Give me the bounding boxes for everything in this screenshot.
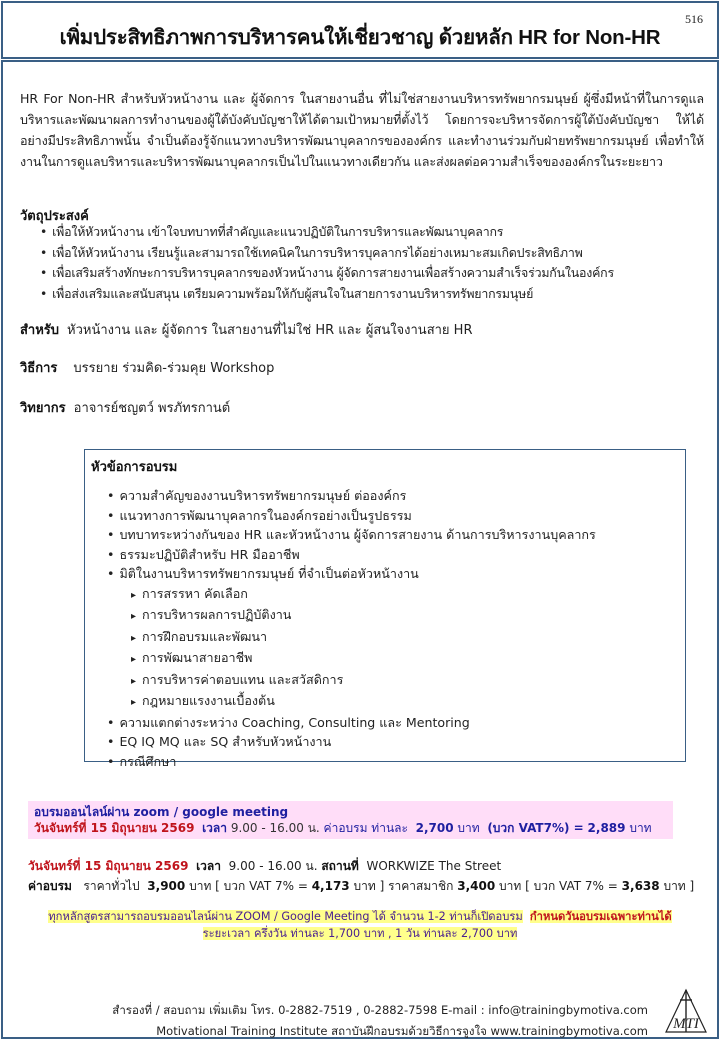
online-time-label: เวลา [202, 821, 228, 835]
member-price: 3,400 [457, 879, 496, 893]
topic-item [107, 564, 596, 713]
footer-contact [112, 1000, 648, 1040]
topic-subitem: ▸ กฎหมายแรงงานเบื้องต้น [131, 691, 596, 713]
onsite-time: 9.00 - 16.00 น. [228, 859, 318, 873]
topic-item: • แนวทางการพัฒนาบุคลากรในองค์กรอย่างเป็นรูปธรรม [107, 506, 596, 526]
topics-list [107, 486, 596, 771]
topics-heading: หัวข้อการอบรม [91, 460, 178, 475]
speaker-value: อาจารย์ชญตว์ พรภัทรกานต์ [73, 401, 231, 416]
online-heading: อบรมออนไลน์ผ่าน zoom / google meeting [34, 805, 289, 819]
onsite-line2 [28, 876, 694, 896]
online-total: 2,889 [587, 821, 626, 835]
method-value: บรรยาย ร่วมคิด-ร่วมคุย Workshop [73, 361, 275, 376]
contact-line: สำรองที่ / สอบถาม เพิ่มเติม โทร. 0-2882-7519 , 0-2882-7598 E-mail : info@trainingbymotiva.com [112, 1003, 648, 1017]
topic-subitem: ▸ การบริหารผลการปฏิบัติงาน [131, 605, 596, 627]
objectives-heading: วัตถุประสงค์ [20, 209, 89, 224]
target-value: หัวหน้างาน และ ผู้จัดการ ในสายงานที่ไม่ใช่ HR และ ผู้สนใจงานสาย HR [67, 323, 473, 338]
svg-text:MTI: MTI [673, 1016, 699, 1032]
note-line2 [20, 925, 700, 942]
onsite-line1 [28, 856, 694, 876]
method-row [20, 357, 274, 378]
general-label: ราคาทั่วไป [83, 879, 140, 893]
onsite-venue: WORKWIZE The Street [366, 859, 502, 873]
online-time: 9.00 - 16.00 น. [230, 821, 320, 835]
intro-paragraph: HR For Non-HR สำหรับหัวหน้างาน และ ผู้จัดการ ในสายงานอื่น ที่ไม่ใช่สายงานบริหารทรัพยากรมนุษย์ ผู้ซึ่งมีหน้าที่ในการดูแลบริหารและพัฒนาผลการทำงานของผู้ใต้บังคับบัญชาให้ได้ตามเป้าหมายที่ตั้งไว้ โดยการจะบริหารจัดการผู้ใต้บังคับบัญชา ให้ได้อย่างมีประสิทธิภาพนั้น จำเป็นต้องรู้จักแนวทางบริหารพัฒนาบุคลากรขององค์กร และทำงานร่วมกับฝ่ายทรัพยากรมนุษย์ เพื่อทำให้งานในการดูแลบริหารและบริหารพัฒนาบุคลากรเป็นไปในแนวทางเดียวกัน และส่งผลต่อความสำเร็จขององค์กรในระยะยาว [20, 91, 704, 169]
online-currency2: บาท [629, 821, 652, 835]
online-details [34, 820, 667, 836]
onsite-date: วันจันทร์ที่ 15 มิถุนายน 2569 [28, 859, 189, 873]
topic-sublist [107, 584, 596, 713]
general-vat-open: บาท [ บวก VAT 7% = [189, 879, 308, 893]
topic-item: • EQ IQ MQ และ SQ สำหรับหัวหน้างาน [107, 732, 596, 752]
general-total: 4,173 [311, 879, 350, 893]
online-date: วันจันทร์ที่ 15 มิถุนายน 2569 [34, 821, 195, 835]
topic-item: • กรณีศึกษา [107, 752, 596, 772]
online-vat-label: (บวก VAT7%) = [487, 821, 584, 835]
page-number: 516 [685, 12, 703, 26]
speaker-label: วิทยากร [20, 401, 66, 416]
objectives-list [40, 222, 700, 304]
topics-box [84, 449, 686, 769]
topic-subitem: ▸ การบริหารค่าตอบแทน และสวัสดิการ [131, 670, 596, 692]
objective-item: • เพื่อให้หัวหน้างาน เข้าใจบทบาทที่สำคัญและแนวปฏิบัติในการบริหารและพัฒนาบุคลากร [40, 222, 700, 243]
note-duration: ระยะเวลา ครึ่งวัน ท่านละ 1,700 บาท , 1 วัน ท่านละ 2,700 บาท [202, 927, 518, 940]
mti-logo-icon [664, 988, 708, 1034]
online-fee: 2,700 [415, 821, 454, 835]
topic-item: • ความแตกต่างระหว่าง Coaching, Consulting และ Mentoring [107, 713, 596, 733]
onsite-training [28, 856, 694, 896]
general-vat-close: บาท ] ราคาสมาชิก [353, 879, 454, 893]
page-title: เพิ่มประสิทธิภาพการบริหารคนให้เชี่ยวชาญ ด้วยหลัก HR for Non-HR [59, 26, 661, 49]
topic-subitem: ▸ การพัฒนาสายอาชีพ [131, 648, 596, 670]
note-text: ทุกหลักสูตรสามารถอบรมออนไลน์ผ่าน ZOOM / Google Meeting ได้ จำนวน 1-2 ท่านก็เปิดอบรม [48, 910, 523, 923]
note-line1 [20, 908, 700, 925]
objective-item: • เพื่อให้หัวหน้างาน เรียนรู้และสามารถใช้เทคนิคในการบริหารบุคลากรได้อย่างเหมาะสมเกิดประสิทธิภาพ [40, 243, 700, 264]
topic-subitem: ▸ การสรรหา คัดเลือก [131, 584, 596, 606]
member-vat-close: บาท ] [663, 879, 695, 893]
topic-subitem: ▸ การฝึกอบรมและพัฒนา [131, 627, 596, 649]
online-training-box [28, 801, 673, 839]
online-currency: บาท [457, 821, 480, 835]
objective-item: • เพื่อเสริมสร้างทักษะการบริหารบุคลากรของหัวหน้างาน ผู้จัดการสายงานเพื่อสร้างความสำเร็จร่วมกันในองค์กร [40, 263, 700, 284]
onsite-fee-label: ค่าอบรม [28, 879, 72, 893]
target-label: สำหรับ [20, 323, 60, 338]
online-fee-label: ค่าอบรม ท่านละ [323, 821, 408, 835]
institute-line: Motivational Training Institute สถาบันฝึกอบรมด้วยวิธีการจูงใจ www.trainingbymotiva.com [156, 1024, 648, 1038]
online-note [20, 908, 700, 942]
general-price: 3,900 [147, 879, 186, 893]
topic-item: • ความสำคัญของงานบริหารทรัพยากรมนุษย์ ต่อองค์กร [107, 486, 596, 506]
topic-item: • บทบาทระหว่างกันของ HR และหัวหน้างาน ผู้จัดการสายงาน ด้านการบริหารงานบุคลากร [107, 525, 596, 545]
onsite-venue-label: สถานที่ [321, 859, 359, 873]
member-vat-open: บาท [ บวก VAT 7% = [499, 879, 618, 893]
title-frame [1, 1, 719, 59]
note-highlight: กำหนดวันอบรมเฉพาะท่านได้ [529, 910, 672, 923]
target-row [20, 319, 473, 340]
method-label: วิธีการ [20, 361, 58, 376]
member-total: 3,638 [621, 879, 660, 893]
speaker-row [20, 397, 230, 418]
topic-item: • ธรรมะปฏิบัติสำหรับ HR มืออาชีพ [107, 545, 596, 565]
objective-item: • เพื่อส่งเสริมและสนับสนุน เตรียมความพร้อมให้กับผู้สนใจในสายการงานบริหารทรัพยากรมนุษย์ [40, 284, 700, 305]
onsite-time-label: เวลา [196, 859, 222, 873]
topic-item-label: มิติในงานบริหารทรัพยากรมนุษย์ ที่จำเป็นต่อหัวหน้างาน [119, 566, 419, 581]
